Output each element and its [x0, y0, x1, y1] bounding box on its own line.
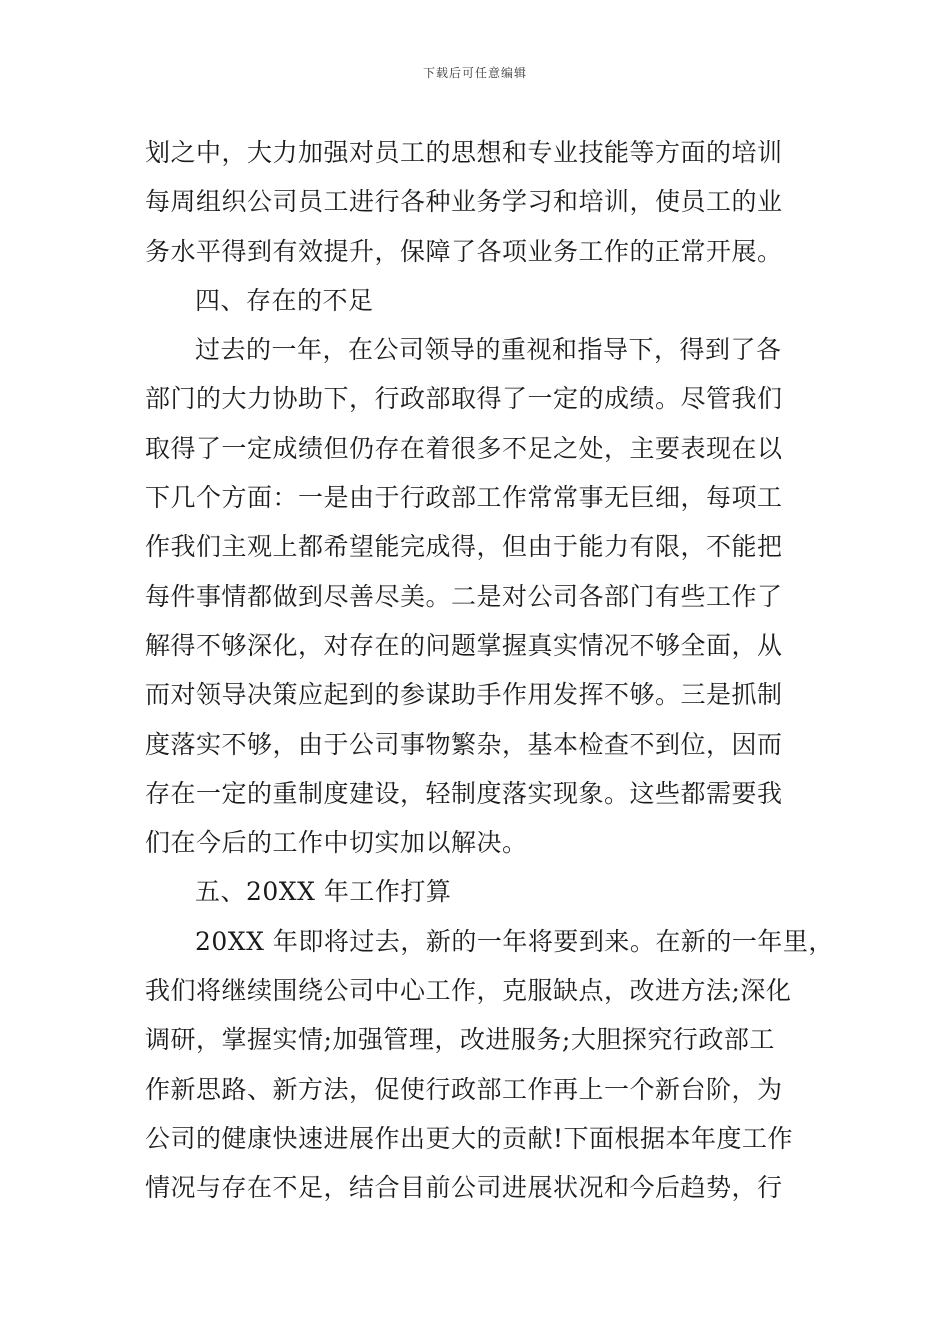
text-line: 们在今后的工作中切实加以解决。 — [145, 828, 528, 858]
text-line: 我们将继续围绕公司中心工作，克服缺点，改进方法;深化 — [145, 976, 792, 1006]
text-line: 下几个方面：一是由于行政部工作常常事无巨细，每项工 — [145, 483, 783, 513]
text-line: 公司的健康快速进展作出更大的贡献!下面根据本年度工作 — [145, 1123, 794, 1153]
text-line: 过去的一年，在公司领导的重视和指导下，得到了各 — [195, 335, 782, 365]
text-line: 存在一定的重制度建设，轻制度落实现象。这些都需要我 — [145, 778, 783, 808]
text-line: 部门的大力协助下，行政部取得了一定的成绩。尽管我们 — [145, 384, 783, 414]
text-line: 而对领导决策应起到的参谋助手作用发挥不够。三是抓制 — [145, 680, 783, 710]
text-line: 度落实不够，由于公司事物繁杂，基本检查不到位，因而 — [145, 729, 783, 759]
text-line: 解得不够深化，对存在的问题掌握真实情况不够全面，从 — [145, 630, 783, 660]
text-line: 调研，掌握实情;加强管理，改进服务;大胆探究行政部工 — [145, 1025, 775, 1055]
text-line: 作新思路、新方法，促使行政部工作再上一个新台阶，为 — [145, 1074, 783, 1104]
text-line: 四、存在的不足 — [195, 285, 374, 315]
page-header-note: 下载后可任意编辑 — [422, 66, 527, 80]
text-line: 20XX 年即将过去，新的一年将要到来。在新的一年里， — [195, 926, 834, 956]
text-line: 务水平得到有效提升，保障了各项业务工作的正常开展。 — [145, 236, 783, 266]
text-line: 划之中，大力加强对员工的思想和专业技能等方面的培训 — [145, 138, 783, 167]
text-line: 每件事情都做到尽善尽美。二是对公司各部门有些工作了 — [145, 581, 783, 611]
text-line: 每周组织公司员工进行各种业务学习和培训，使员工的业 — [145, 187, 783, 217]
text-line: 情况与存在不足，结合目前公司进展状况和今后趋势，行 — [145, 1173, 783, 1203]
text-line: 取得了一定成绩但仍存在着很多不足之处，主要表现在以 — [145, 433, 783, 463]
document-body — [145, 128, 834, 1213]
text-line: 五、20XX 年工作打算 — [195, 877, 452, 907]
text-line: 作我们主观上都希望能完成得，但由于能力有限，不能把 — [145, 532, 783, 562]
